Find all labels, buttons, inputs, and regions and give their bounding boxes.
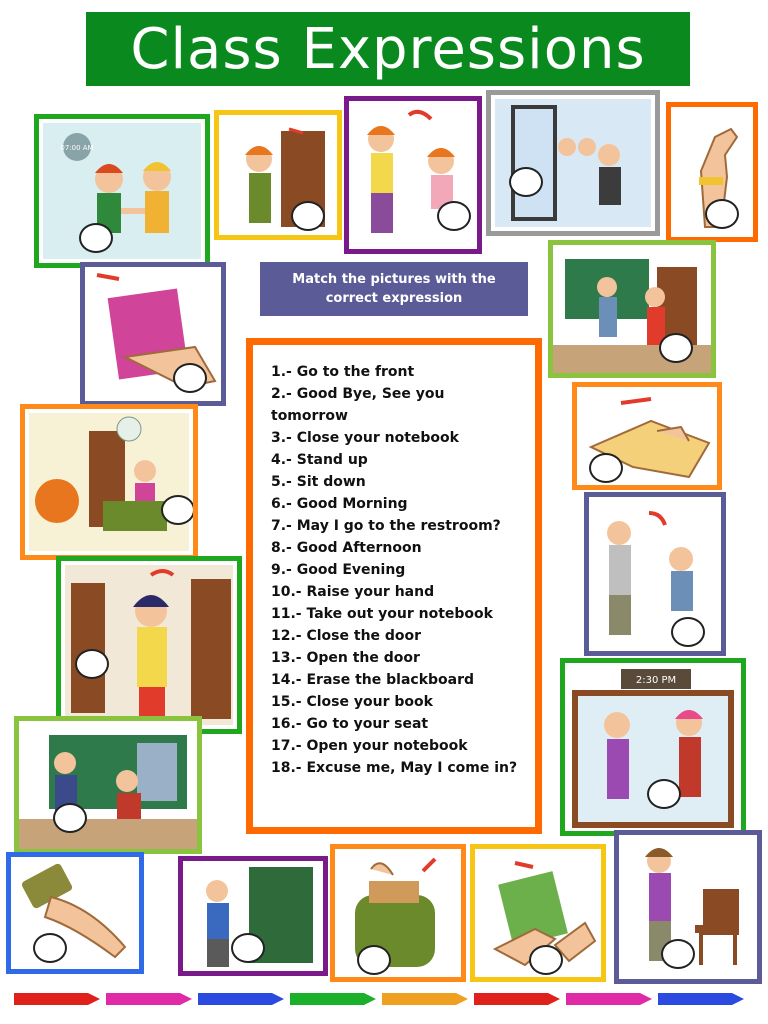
answer-circle[interactable] (161, 495, 195, 525)
page-title: Class Expressions (86, 12, 690, 86)
answer-circle[interactable] (647, 779, 681, 809)
answer-circle[interactable] (661, 939, 695, 969)
expression-item: 15.- Close your book (271, 694, 433, 710)
answer-circle[interactable] (33, 933, 67, 963)
crayon-magenta-2 (566, 993, 652, 1005)
crayon-blue-2 (658, 993, 744, 1005)
answer-circle[interactable] (75, 649, 109, 679)
expression-item: 9.- Good Evening (271, 562, 406, 578)
picture-handshake (34, 114, 210, 268)
expression-item: 12.- Close the door (271, 628, 422, 644)
handshake-illustration (39, 119, 205, 263)
morning-clock-label: 07:00 AM (60, 144, 94, 152)
answer-circle[interactable] (509, 167, 543, 197)
expression-item: 18.- Excuse me, May I come in? (271, 760, 518, 776)
expression-item: 6.- Good Morning (271, 496, 408, 512)
expression-item: 3.- Close your notebook (271, 430, 459, 446)
crayon-magenta (106, 993, 192, 1005)
answer-circle[interactable] (659, 333, 693, 363)
answer-circle[interactable] (173, 363, 207, 393)
expression-item: 13.- Open the door (271, 650, 420, 666)
expression-item: 16.- Go to your seat (271, 716, 429, 732)
instruction-banner: Match the pictures with the correct expression (260, 262, 528, 316)
backpack-illustration (335, 849, 461, 977)
goodbye-classroom-illustration (19, 721, 197, 849)
expression-item: 8.- Good Afternoon (271, 540, 422, 556)
close-door-illustration (61, 561, 237, 729)
picture-go-to-seat (178, 856, 328, 976)
expression-item: 5.- Sit down (271, 474, 366, 490)
answer-circle[interactable] (53, 803, 87, 833)
expression-item: 17.- Open your notebook (271, 738, 468, 754)
picture-raise-hand (666, 102, 758, 242)
expression-list (271, 361, 521, 779)
crayon-red (14, 993, 100, 1005)
picture-restroom (20, 404, 198, 560)
answer-circle[interactable] (671, 617, 705, 647)
restroom-request-illustration (25, 409, 193, 555)
picture-backpack (330, 844, 466, 982)
picture-excuse-me (486, 90, 660, 236)
eraser-illustration (11, 857, 139, 969)
picture-close-notebook (470, 844, 606, 982)
crayon-red-2 (474, 993, 560, 1005)
crayon-orange (382, 993, 468, 1005)
expression-item: 4.- Stand up (271, 452, 368, 468)
expression-item: 7.- May I go to the restroom? (271, 518, 501, 534)
answer-circle[interactable] (529, 945, 563, 975)
picture-stand-up (344, 96, 482, 254)
answer-circle[interactable] (357, 945, 391, 975)
picture-take-out-notebook (80, 262, 226, 406)
expression-item: 1.- Go to the front (271, 364, 415, 380)
picture-go-to-front (548, 240, 716, 378)
picture-goodbye (14, 716, 202, 854)
expression-item: 14.- Erase the blackboard (271, 672, 475, 688)
classroom-door-illustration (491, 95, 655, 231)
answer-circle[interactable] (79, 223, 113, 253)
picture-close-door (56, 556, 242, 734)
picture-good-evening (560, 658, 746, 836)
answer-circle[interactable] (231, 933, 265, 963)
picture-open-notebook (572, 382, 722, 490)
crayon-border (8, 988, 760, 1010)
expression-item: 2.- Good Bye, See you tomorrow (271, 386, 445, 424)
expression-list-box (246, 338, 542, 834)
evening-clock-label: 2:30 PM (635, 675, 677, 686)
expression-item: 10.- Raise your hand (271, 584, 435, 600)
answer-circle[interactable] (705, 199, 739, 229)
picture-sit-down (584, 492, 726, 656)
expression-item: 11.- Take out your notebook (271, 606, 493, 622)
picture-open-door (214, 110, 342, 240)
picture-erase-blackboard (6, 852, 144, 974)
crayon-green (290, 993, 376, 1005)
picture-chair (614, 830, 762, 984)
answer-circle[interactable] (589, 453, 623, 483)
crayon-blue (198, 993, 284, 1005)
answer-circle[interactable] (291, 201, 325, 231)
answer-circle[interactable] (437, 201, 471, 231)
